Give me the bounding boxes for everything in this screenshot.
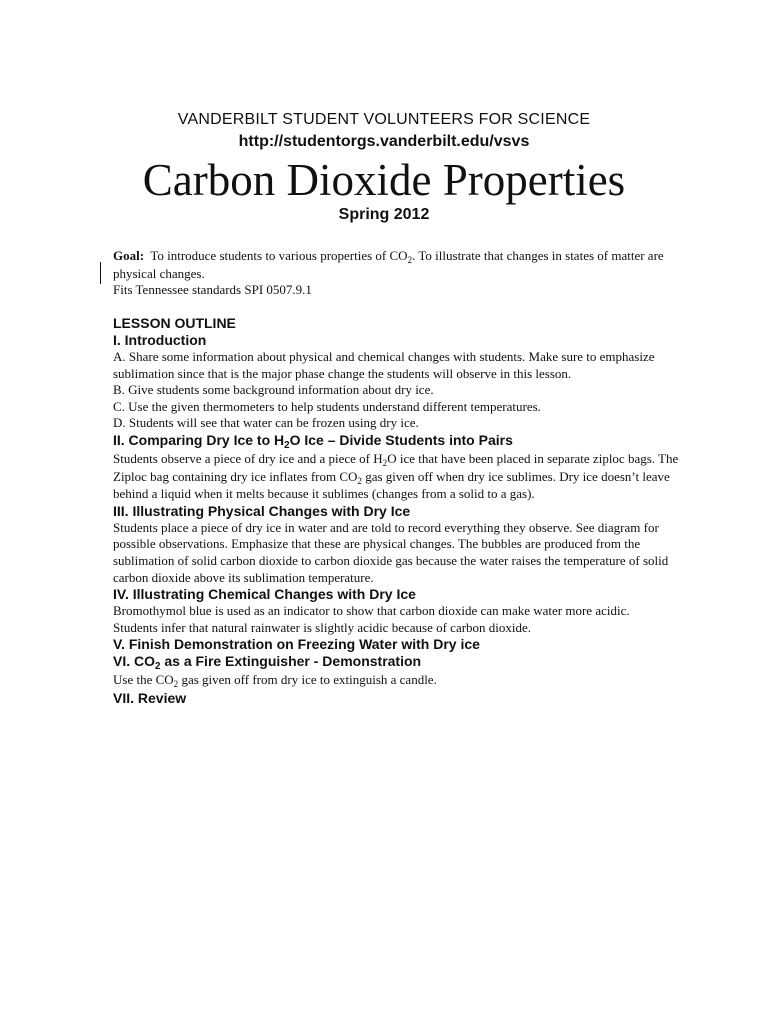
organization-name: VANDERBILT STUDENT VOLUNTEERS FOR SCIENCE (177, 111, 591, 128)
section-2-subscript-2: 2 (357, 475, 362, 486)
section-1-item-c: C. Use the given thermometers to help students understand different temperatures. (113, 398, 541, 414)
section-7-title: VII. Review (113, 689, 187, 706)
section-6-text-cont: gas given off from dry ice to extinguish a candle. (178, 672, 437, 688)
page-title: Carbon Dioxide Properties (142, 155, 626, 205)
section-4-paragraph-1: Bromothymol blue is used as an indicator to show that carbon dioxide can make water more acidic. (113, 603, 630, 619)
section-6-title-text: VI. CO (113, 653, 156, 670)
document-date: Spring 2012 (338, 206, 430, 223)
section-2-text-cont: O ice that have been placed in separate ziploc bags. The Ziploc bag containing dry ice inflates from CO (113, 450, 679, 484)
goal-text: To introduce students to various properties of CO (150, 248, 408, 263)
organization-url[interactable]: http://studentorgs.vanderbilt.edu/vsvs (238, 133, 530, 150)
section-2-title-subscript: 2 (284, 439, 290, 451)
section-2-text: Students observe a piece of dry ice and a piece of H (113, 450, 383, 466)
section-1-item-d: D. Students will see that water can be frozen using dry ice. (113, 415, 419, 431)
section-2-title-text: II. Comparing Dry Ice to H (113, 431, 285, 448)
section-4-paragraph-2: Students infer that natural rainwater is slightly acidic because of carbon dioxide. (113, 619, 532, 635)
text-cursor (100, 262, 101, 284)
section-3-paragraph: Students place a piece of dry ice in water and are told to record everything they observe. See diagram for possible observations. Emphasize that these are physical changes. The bubbles are produced from the sublimation of solid carbon dioxide to carbon dioxide gas because the water raises the temperature of solid carbon dioxide above its sublimation temperature. (113, 519, 669, 585)
outline-heading: LESSON OUTLINE (113, 315, 236, 331)
section-2-text-end: gas given off when dry ice sublimes. Dry ice doesn’t leave behind a liquid when it melts because it sublimes (changes from a solid to a gas). (113, 468, 670, 502)
lesson-outline (113, 315, 703, 707)
section-6-text: Use the CO (113, 672, 174, 688)
goal-label: Goal: (113, 248, 145, 263)
goal-standards: Fits Tennessee standards SPI 0507.9.1 (113, 282, 312, 297)
section-6-paragraph (113, 672, 703, 690)
section-5-title: V. Finish Demonstration on Freezing Water with Dry ice (113, 636, 480, 653)
section-1-item-b: B. Give students some background information about dry ice. (113, 382, 434, 398)
section-6-subscript: 2 (173, 679, 179, 690)
section-6-title-subscript: 2 (155, 661, 161, 673)
goal-text-cont: . To illustrate that changes in states of matter are physical changes. (113, 248, 664, 281)
section-4-title: IV. Illustrating Chemical Changes with Dry Ice (113, 586, 416, 603)
section-1-title: I. Introduction (113, 332, 207, 348)
section-2-title (113, 432, 703, 451)
section-6-title (113, 653, 703, 672)
goal-section (113, 248, 703, 299)
goal-subscript: 2 (407, 255, 413, 265)
section-3-title: III. Illustrating Physical Changes with Dry Ice (113, 502, 411, 519)
goal-paragraph (113, 248, 703, 282)
section-6-title-cont: as a Fire Extinguisher - Demonstration (160, 653, 422, 670)
section-1-item-a: A. Share some information about physical and chemical changes with students. Make sure to emphasize sublimation since that is the major phase change the students will observe in this lesson. (113, 349, 655, 381)
section-2-title-cont: O Ice – Divide Students into Pairs (289, 431, 513, 448)
section-2-paragraph (113, 451, 703, 503)
section-2-subscript-1: 2 (382, 457, 388, 468)
